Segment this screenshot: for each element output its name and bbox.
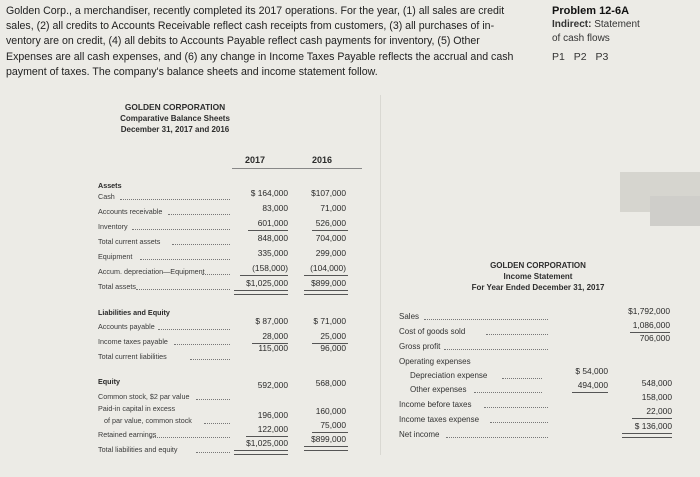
is-row-label: Income before taxes bbox=[399, 400, 472, 409]
is-row-label: Operating expenses bbox=[399, 357, 471, 366]
row-value-2016: 704,000 bbox=[315, 233, 346, 243]
statement-title: Income Statement bbox=[503, 272, 573, 281]
row-value-2016: 299,000 bbox=[315, 248, 346, 258]
subtitle-rest: Statement bbox=[594, 19, 640, 30]
intro-line: sales, (2) all credits to Accounts Receivable reflect cash receipts from customers, (3) all purchases of in- bbox=[6, 20, 495, 33]
underline bbox=[312, 432, 348, 433]
learning-objective-codes: P1 P2 P3 bbox=[552, 51, 609, 63]
leader-dots bbox=[446, 437, 548, 438]
statement-date: For Year Ended December 31, 2017 bbox=[471, 283, 605, 292]
row-value-2016: 25,000 bbox=[320, 331, 346, 341]
row-label: Equipment bbox=[98, 252, 133, 261]
double-underline bbox=[234, 290, 288, 295]
row-value-2016: $107,000 bbox=[311, 188, 346, 198]
underline bbox=[304, 275, 348, 276]
is-value: 22,000 bbox=[646, 406, 672, 416]
leader-dots bbox=[136, 289, 230, 290]
is-row-label: Sales bbox=[399, 312, 420, 321]
row-label: Retained earnings bbox=[98, 430, 157, 439]
row-value-2017: 122,000 bbox=[257, 424, 288, 434]
row-value-2016: (104,000) bbox=[310, 263, 346, 273]
row-label: Total assets bbox=[98, 282, 136, 291]
leader-dots bbox=[196, 452, 230, 453]
intro-paragraph bbox=[6, 4, 546, 80]
is-value: $1,792,000 bbox=[628, 306, 670, 316]
leader-dots bbox=[196, 399, 230, 400]
leader-dots bbox=[474, 392, 542, 393]
double-underline bbox=[304, 446, 348, 451]
leader-dots bbox=[502, 378, 542, 379]
row-label: Total current assets bbox=[98, 237, 161, 246]
leader-dots bbox=[120, 199, 230, 200]
equity-header: Equity bbox=[98, 377, 120, 386]
problem-header bbox=[552, 4, 692, 64]
row-value-2017: 601,000 bbox=[257, 218, 288, 228]
row-value-2017: $ 164,000 bbox=[250, 188, 288, 198]
leader-dots bbox=[172, 244, 230, 245]
row-value-2017: 196,000 bbox=[257, 410, 288, 420]
is-row-label: Depreciation expense bbox=[410, 371, 488, 380]
intro-line: ventory are on credit, (4) all debits to Accounts Payable reflect cash payments for inventory, (5) Other bbox=[6, 35, 480, 48]
underline bbox=[240, 275, 288, 276]
row-value-2017: 83,000 bbox=[262, 203, 288, 213]
row-value-2017: (158,000) bbox=[252, 263, 288, 273]
row-value-2017: $1,025,000 bbox=[246, 278, 288, 288]
double-underline bbox=[622, 433, 672, 438]
row-label: Common stock, $2 par value bbox=[98, 392, 190, 401]
leader-dots bbox=[490, 422, 548, 423]
problem-title: Problem 12-6A bbox=[552, 5, 630, 17]
underline bbox=[246, 436, 288, 437]
row-value-2016: $ 71,000 bbox=[313, 316, 346, 326]
is-value: 548,000 bbox=[641, 378, 672, 388]
row-value-2016: 526,000 bbox=[315, 218, 346, 228]
is-subvalue: 494,000 bbox=[577, 380, 608, 390]
double-underline bbox=[234, 450, 288, 455]
row-value-2017: 28,000 bbox=[262, 331, 288, 341]
leader-dots bbox=[444, 349, 548, 350]
leader-dots bbox=[486, 334, 548, 335]
leader-dots bbox=[174, 344, 230, 345]
divider bbox=[380, 95, 381, 455]
background-shadow bbox=[650, 196, 700, 226]
is-row-label: Income taxes expense bbox=[399, 415, 480, 424]
indirect-label: Indirect: bbox=[552, 19, 592, 30]
year-2017-header: 2017 bbox=[245, 155, 266, 165]
leader-dots bbox=[132, 229, 230, 230]
leader-dots bbox=[140, 259, 230, 260]
row-label: Income taxes payable bbox=[98, 337, 168, 346]
leader-dots bbox=[484, 407, 548, 408]
double-underline bbox=[304, 290, 348, 295]
row-label: Accounts payable bbox=[98, 322, 155, 331]
leader-dots bbox=[158, 329, 230, 330]
liabilities-equity-header: Liabilities and Equity bbox=[98, 308, 170, 317]
row-label: Total current liabilities bbox=[98, 352, 167, 361]
row-value-2017: 592,000 bbox=[257, 380, 288, 390]
is-value: 158,000 bbox=[641, 392, 672, 402]
underline bbox=[572, 392, 608, 393]
row-label: of par value, common stock bbox=[104, 416, 192, 425]
problem-subtitle bbox=[552, 18, 692, 32]
intro-line: Expenses are all cash expenses, and (6) any change in Income Taxes Payable reflects the accrual and cash bbox=[6, 50, 514, 63]
row-value-2016: $899,000 bbox=[311, 434, 346, 444]
row-label: Accounts receivable bbox=[98, 207, 163, 216]
intro-line: payment of taxes. The company's balance sheets and income statement follow. bbox=[6, 65, 378, 78]
leader-dots bbox=[150, 437, 230, 438]
is-row-label: Gross profit bbox=[399, 342, 441, 351]
row-value-2016: 160,000 bbox=[315, 406, 346, 416]
is-row-label: Other expenses bbox=[410, 385, 467, 394]
leader-dots bbox=[202, 274, 230, 275]
row-value-2017: $1,025,000 bbox=[246, 438, 288, 448]
balance-sheet-heading bbox=[90, 102, 260, 135]
problem-subtitle2: of cash flows bbox=[552, 33, 610, 44]
is-subvalue: $ 54,000 bbox=[575, 366, 608, 376]
row-label: Cash bbox=[98, 192, 115, 201]
year-2016-header: 2016 bbox=[312, 155, 333, 165]
is-value: $ 136,000 bbox=[634, 421, 672, 431]
row-value-2016: $899,000 bbox=[311, 278, 346, 288]
company-name: GOLDEN CORPORATION bbox=[124, 102, 226, 112]
row-value-2017: 848,000 bbox=[257, 233, 288, 243]
row-label: Accum. depreciation—Equipment bbox=[98, 267, 205, 276]
row-label: Total liabilities and equity bbox=[98, 445, 178, 454]
row-label: Inventory bbox=[98, 222, 128, 231]
is-value: 1,086,000 bbox=[632, 320, 670, 330]
income-statement-heading bbox=[458, 260, 618, 293]
statement-title: Comparative Balance Sheets bbox=[120, 114, 230, 123]
row-value-2016: 75,000 bbox=[320, 420, 346, 430]
underline bbox=[632, 418, 672, 419]
underline bbox=[248, 230, 288, 231]
row-value-2016: 96,000 bbox=[320, 343, 346, 353]
row-value-2016: 71,000 bbox=[320, 203, 346, 213]
company-name: GOLDEN CORPORATION bbox=[490, 261, 586, 270]
row-value-2017: $ 87,000 bbox=[255, 316, 288, 326]
row-label: Paid-in capital in excess bbox=[98, 404, 176, 413]
statement-date: December 31, 2017 and 2016 bbox=[120, 125, 230, 134]
is-row-label: Net income bbox=[399, 430, 440, 439]
underline bbox=[312, 230, 348, 231]
header-rule bbox=[232, 168, 362, 169]
is-value: 706,000 bbox=[639, 333, 670, 343]
row-value-2017: 335,000 bbox=[257, 248, 288, 258]
row-value-2016: 568,000 bbox=[315, 378, 346, 388]
leader-dots bbox=[424, 319, 548, 320]
assets-header: Assets bbox=[98, 181, 122, 190]
is-row-label: Cost of goods sold bbox=[399, 327, 466, 336]
leader-dots bbox=[190, 359, 230, 360]
leader-dots bbox=[168, 214, 230, 215]
row-value-2017: 115,000 bbox=[258, 343, 288, 353]
intro-line: Golden Corp., a merchandiser, recently completed its 2017 operations. For the year, (1) all sales are credit bbox=[6, 5, 505, 17]
leader-dots bbox=[204, 423, 230, 424]
